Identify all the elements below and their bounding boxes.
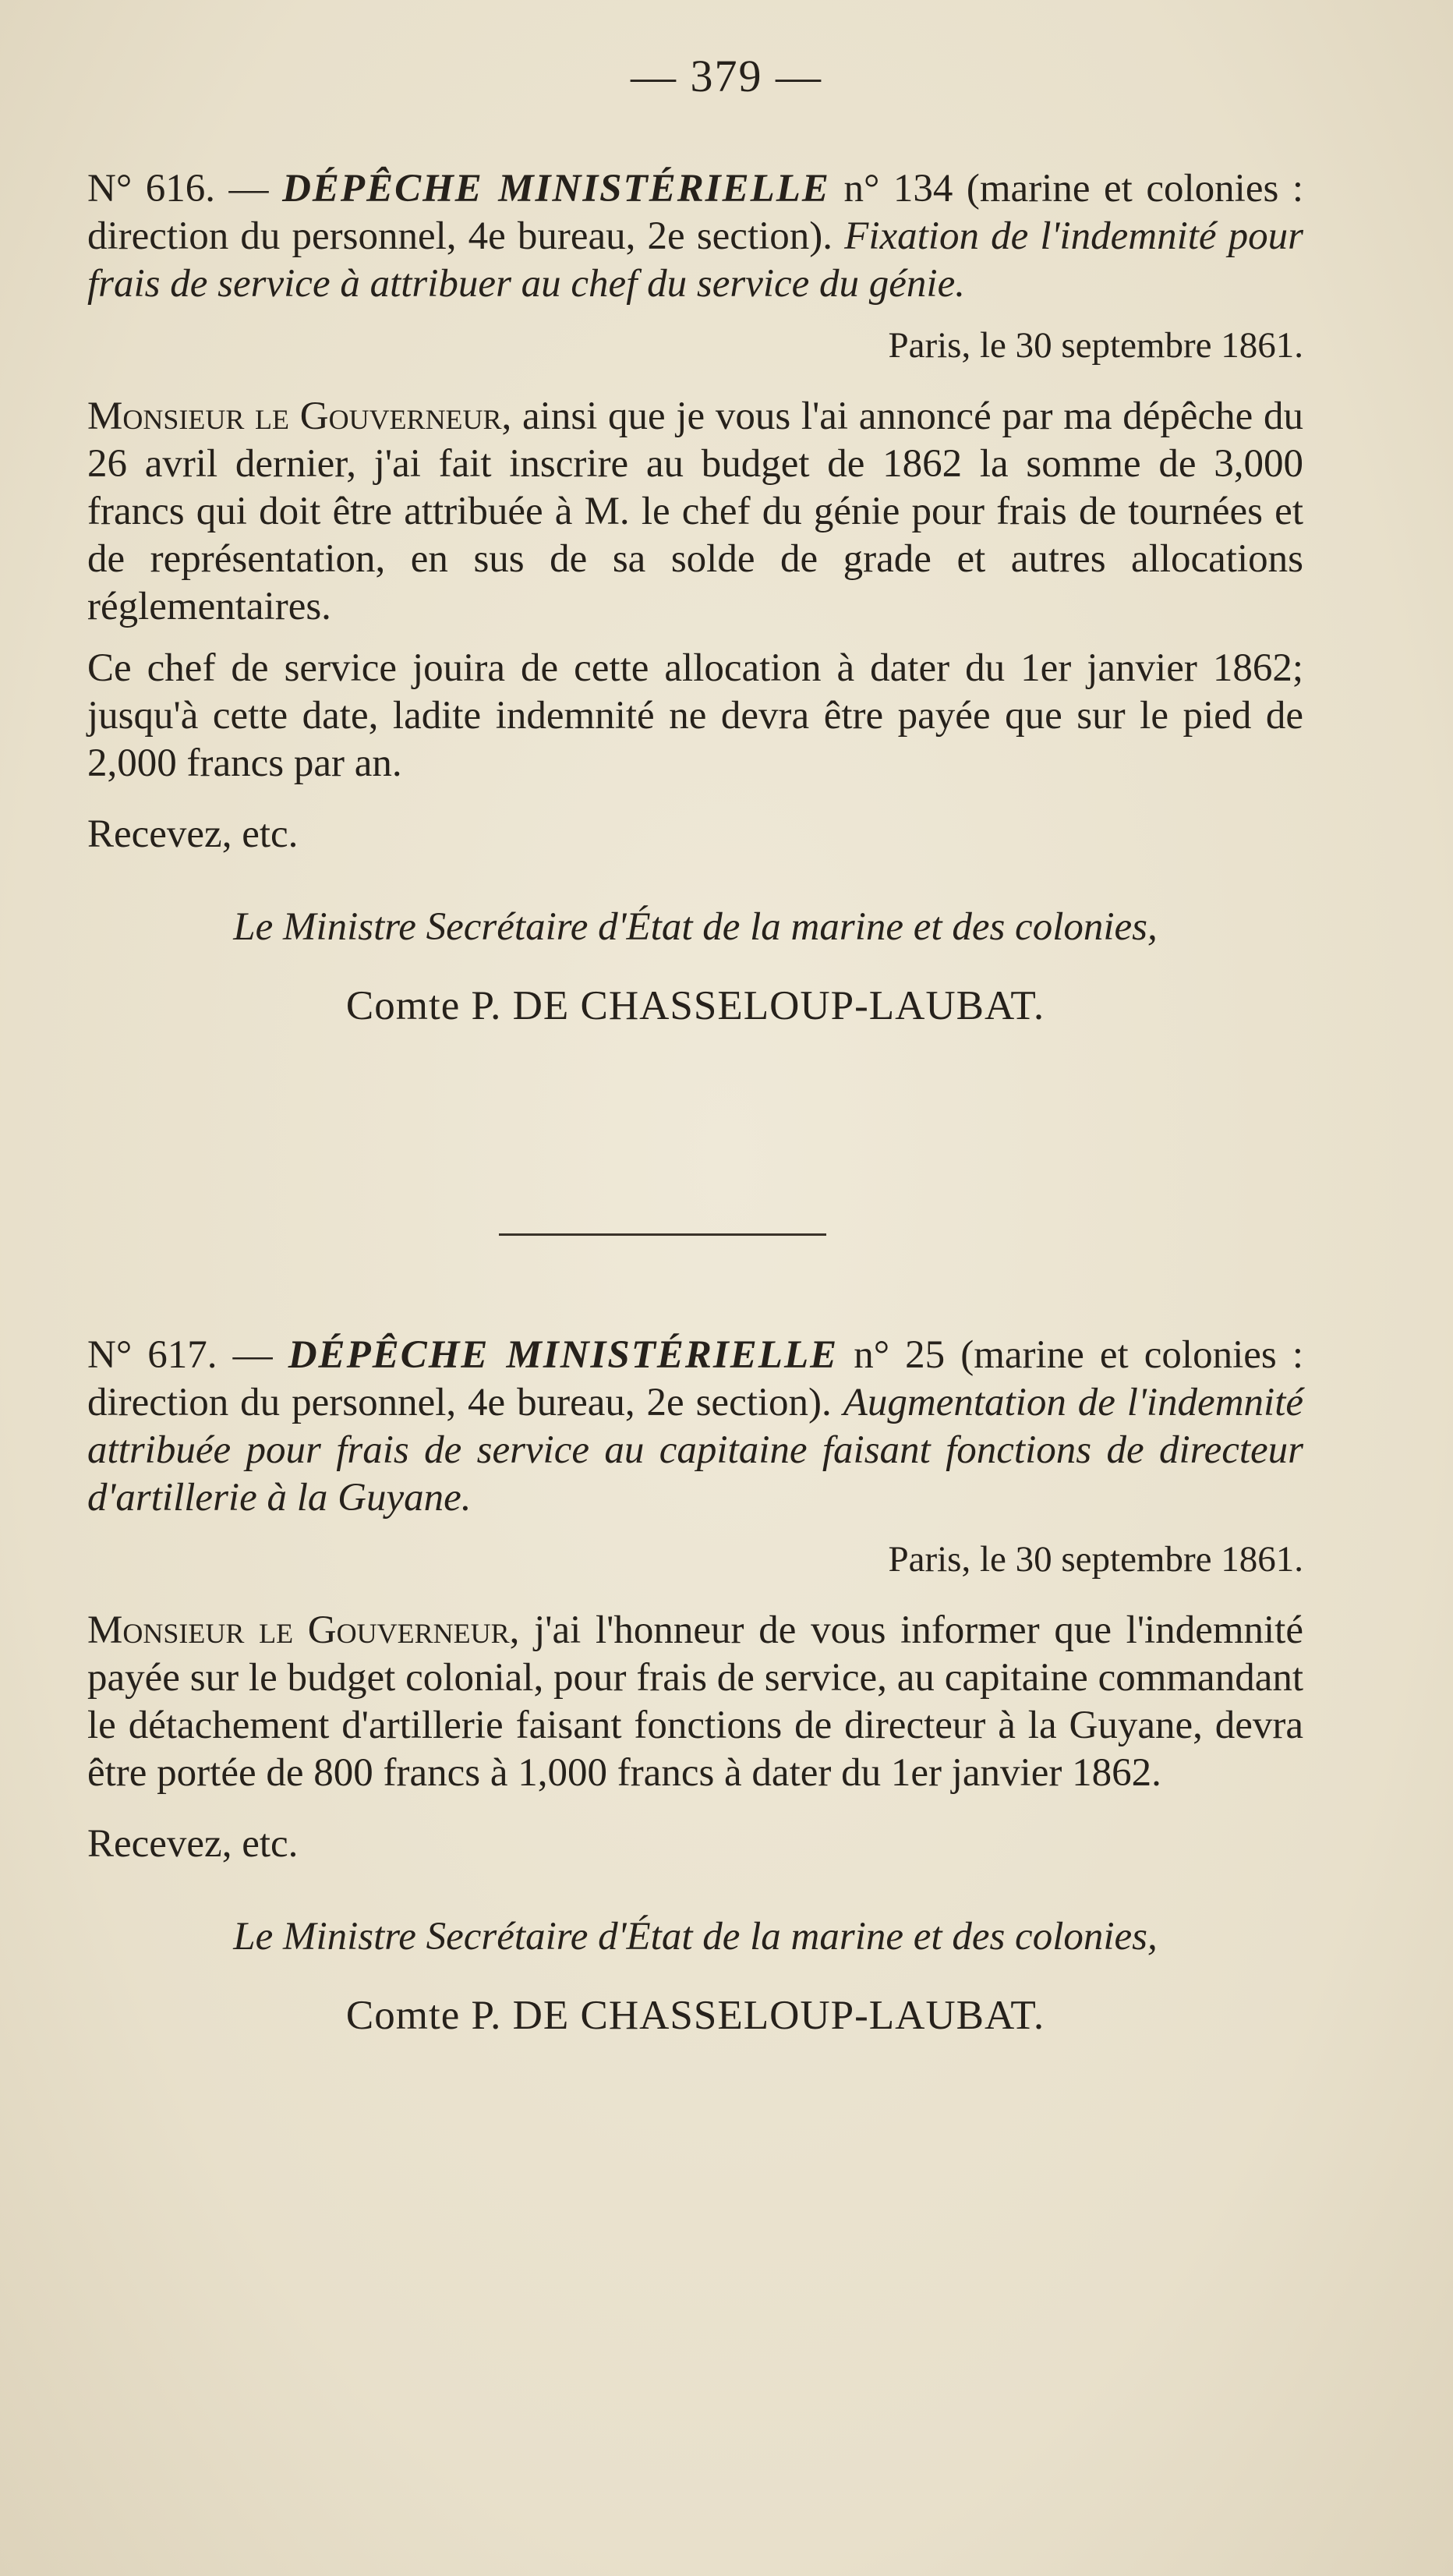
paragraph-text: ainsi que je vous l'ai annoncé par ma dépêche du 26 avril dernier, j'ai fait inscrire au budget de 1862 la somme de 3,000 francs qui doit être attribuée à M. le chef du génie pour frais de tournées et de représentation, en sus de sa solde de grade et autres allocations réglementaires.	[87, 395, 1303, 628]
signature-title: Le Ministre Secrétaire d'État de la marine et des colonies,	[233, 1915, 1158, 1959]
signature-name: Comte P. DE CHASSELOUP-LAUBAT.	[345, 983, 1045, 1028]
dispatch-reference: n° 25 (marine et colonies : direction du personnel, 4e bureau, 2e section).	[87, 1333, 1303, 1424]
body-paragraph	[87, 1607, 1303, 1797]
signature-name: Comte P. DE CHASSELOUP-LAUBAT.	[345, 1993, 1045, 2038]
dispatch-heading	[87, 165, 1303, 308]
dispatch-subject: Augmentation de l'indemnité attribuée pour frais de service au capitaine faisant fonctions de directeur d'artillerie à la Guyane.	[87, 1381, 1303, 1520]
dispatch-subject: Fixation de l'indemnité pour frais de service à attribuer au chef du service du génie.	[87, 214, 1304, 306]
dispatch-reference: n° 134 (marine et colonies : direction du personnel, 4e bureau, 2e section).	[87, 167, 1303, 258]
body-paragraph-2: Ce chef de service jouira de cette allocation à dater du 1er janvier 1862; jusqu'à cette date, ladite indemnité ne devra être payée que sur le pied de 2,000 francs par an.	[87, 646, 1303, 785]
dispatch-date: Paris, le 30 septembre 1861.	[888, 325, 1303, 366]
dispatch-number: N° 616. —	[87, 167, 269, 211]
body-paragraph	[87, 393, 1303, 631]
dispatch-heading	[87, 1332, 1303, 1522]
signature-title: Le Ministre Secrétaire d'État de la marine et des colonies,	[233, 905, 1158, 949]
dispatch-617	[87, 1332, 1303, 2040]
dispatch-title: DÉPÊCHE MINISTÉRIELLE	[282, 167, 830, 211]
dispatch-number: N° 617. —	[87, 1333, 273, 1377]
section-divider	[499, 1233, 826, 1236]
page-number: — 379 —	[631, 51, 822, 101]
salutation: Monsieur le Gouverneur,	[87, 395, 512, 438]
salutation: Monsieur le Gouverneur,	[87, 1608, 520, 1652]
dispatch-616	[87, 165, 1303, 1030]
paragraph-text: j'ai l'honneur de vous informer que l'indemnité payée sur le budget colonial, pour frais de service, au capitaine commandant le détachement d'artillerie faisant fonctions de directeur à la Guyane, devra être portée de 800 francs à 1,000 francs à dater du 1er janvier 1862.	[87, 1608, 1303, 1795]
dispatch-date: Paris, le 30 septembre 1861.	[888, 1539, 1303, 1580]
closing: Recevez, etc.	[87, 1822, 299, 1866]
dispatch-title: DÉPÊCHE MINISTÉRIELLE	[288, 1333, 839, 1377]
closing: Recevez, etc.	[87, 812, 299, 856]
